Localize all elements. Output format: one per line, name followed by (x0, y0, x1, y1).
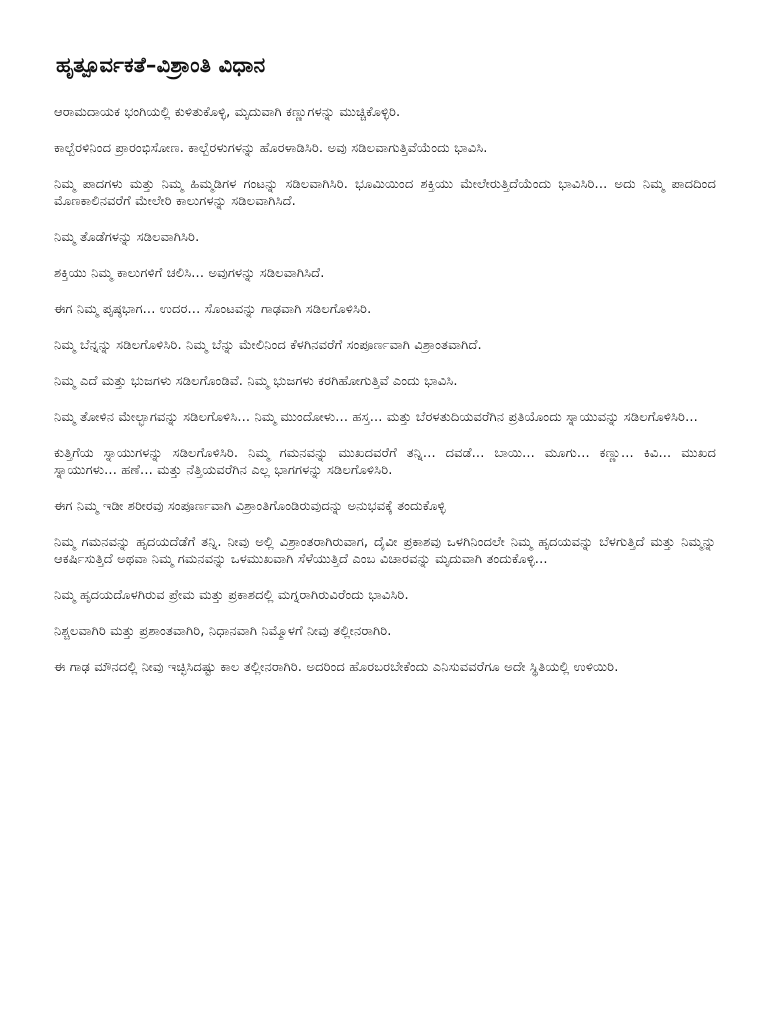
paragraph: ನಿಮ್ಮ ಪಾದಗಳು ಮತ್ತು ನಿಮ್ಮ ಹಿಮ್ಮಡಿಗಳ ಗಂಟನ್ನು ಸಡಿಲವಾಗಿಸಿರಿ. ಭೂಮಿಯಿಂದ ಶಕ್ತಿಯು ಮೇಲೇರುತ್ತಿದೆಯೆಂದು ಭಾವಿಸಿರಿ... ಅದು ನಿಮ್ಮ ಪಾದದಿಂದ ಮೊಣಕಾಲಿನವರೆಗೆ ಮೇಲೇರಿ ಕಾಲುಗಳನ್ನು ಸಡಿಲವಾಗಿಸಿದೆ. (54, 177, 716, 209)
paragraph: ನಿಮ್ಮ ಬೆನ್ನನ್ನು ಸಡಿಲಗೊಳಿಸಿರಿ. ನಿಮ್ಮ ಬೆನ್ನು ಮೇಲಿನಿಂದ ಕೆಳಗಿನವರೆಗೆ ಸಂಪೂರ್ಣವಾಗಿ ವಿಶ್ರಾಂತವಾಗಿದೆ. (54, 338, 482, 353)
paragraph: ಕುತ್ತಿಗೆಯ ಸ್ನಾಯುಗಳನ್ನು ಸಡಿಲಗೊಳಿಸಿರಿ. ನಿಮ್ಮ ಗಮನವನ್ನು ಮುಖದವರೆಗೆ ತನ್ನಿ... ದವಡೆ... ಬಾಯಿ... ಮೂಗು... ಕಣ್ಣು... ಕಿವಿ... ಮುಖದ ಸ್ನಾಯುಗಳು... ಹಣೆ... ಮತ್ತು ನೆತ್ತಿಯವರೆಗಿನ ಎಲ್ಲ ಭಾಗಗಳನ್ನು ಸಡಿಲಗೊಳಿಸಿರಿ. (54, 446, 716, 478)
paragraph: ನಿಶ್ಚಲವಾಗಿರಿ ಮತ್ತು ಪ್ರಶಾಂತವಾಗಿರಿ, ನಿಧಾನವಾಗಿ ನಿಮ್ಮೊಳಗೆ ನೀವು ತಲ್ಲೀನರಾಗಿರಿ. (54, 624, 392, 639)
paragraph: ನಿಮ್ಮ ಎದೆ ಮತ್ತು ಭುಜಗಳು ಸಡಿಲಗೊಂಡಿವೆ. ನಿಮ್ಮ ಭುಜಗಳು ಕರಗಿಹೋಗುತ್ತಿವೆ ಎಂದು ಭಾವಿಸಿ. (54, 374, 458, 389)
paragraph: ಆರಾಮದಾಯಕ ಭಂಗಿಯಲ್ಲಿ ಕುಳಿತುಕೊಳ್ಳಿ, ಮೃದುವಾಗಿ ಕಣ್ಣುಗಳನ್ನು ಮುಚ್ಚಿಕೊಳ್ಳಿರಿ. (54, 105, 401, 120)
paragraph: ಈ ಗಾಢ ಮೌನದಲ್ಲಿ ನೀವು ಇಚ್ಛಿಸಿದಷ್ಟು ಕಾಲ ತಲ್ಲೀನರಾಗಿರಿ. ಅದರಿಂದ ಹೊರಬರಬೇಕೆಂದು ಎನಿಸುವವರೆಗೂ ಅದೇ ಸ್ಥಿತಿಯಲ್ಲಿ ಉಳಿಯಿರಿ. (54, 660, 619, 675)
paragraph: ಈಗ ನಿಮ್ಮ ಇಡೀ ಶರೀರವು ಸಂಪೂರ್ಣವಾಗಿ ವಿಶ್ರಾಂತಿಗೊಂಡಿರುವುದನ್ನು ಅನುಭವಕ್ಕೆ ತಂದುಕೊಳ್ಳಿ (54, 499, 446, 514)
paragraph: ನಿಮ್ಮ ಹೃದಯದೊಳಗಿರುವ ಪ್ರೇಮ ಮತ್ತು ಪ್ರಕಾಶದಲ್ಲಿ ಮಗ್ನರಾಗಿರುವಿರೆಂದು ಭಾವಿಸಿರಿ. (54, 588, 409, 603)
paragraph: ನಿಮ್ಮ ತೋಳಿನ ಮೇಲ್ಭಾಗವನ್ನು ಸಡಿಲಗೊಳಿಸಿ... ನಿಮ್ಮ ಮುಂದೋಳು... ಹಸ್ತ... ಮತ್ತು ಬೆರಳತುದಿಯವರೆಗಿನ ಪ್ರತಿಯೊಂದು ಸ್ನಾಯುವನ್ನು ಸಡಿಲಗೊಳಿಸಿರಿ... (54, 410, 698, 425)
paragraph: ಕಾಲ್ಬೆರಳಿನಿಂದ ಪ್ರಾರಂಭಿಸೋಣ. ಕಾಲ್ಬೆರಳುಗಳನ್ನು ಹೊರಳಾಡಿಸಿರಿ. ಅವು ಸಡಿಲವಾಗುತ್ತಿವೆಯೆಂದು ಭಾವಿಸಿ. (54, 141, 488, 156)
document-body (54, 104, 716, 676)
paragraph: ಶಕ್ತಿಯು ನಿಮ್ಮ ಕಾಲುಗಳಿಗೆ ಚಲಿಸಿ... ಅವುಗಳನ್ನು ಸಡಿಲವಾಗಿಸಿದೆ. (54, 266, 325, 281)
paragraph: ನಿಮ್ಮ ಗಮನವನ್ನು ಹೃದಯದೆಡೆಗೆ ತನ್ನಿ. ನೀವು ಅಲ್ಲಿ ವಿಶ್ರಾಂತರಾಗಿರುವಾಗ, ದೈವೀ ಪ್ರಕಾಶವು ಒಳಗಿನಿಂದಲೇ ನಿಮ್ಮ ಹೃದಯವನ್ನು ಬೆಳಗುತ್ತಿದೆ ಮತ್ತು ನಿಮ್ಮನ್ನು ಆಕರ್ಷಿಸುತ್ತಿದೆ ಅಥವಾ ನಿಮ್ಮ ಗಮನವನ್ನು ಒಳಮುಖವಾಗಿ ಸೆಳೆಯುತ್ತಿದೆ ಎಂಬ ವಿಚಾರವನ್ನು ಮೃದುವಾಗಿ ತಂದುಕೊಳ್ಳಿ... (54, 535, 716, 567)
document-page (54, 48, 716, 695)
paragraph: ನಿಮ್ಮ ತೊಡೆಗಳನ್ನು ಸಡಿಲವಾಗಿಸಿರಿ. (54, 230, 200, 245)
page-title: ಹೃತ್ಪೂರ್ವಕತೆ–ವಿಶ್ರಾಂತಿ ವಿಧಾನ (56, 53, 266, 77)
paragraph: ಈಗ ನಿಮ್ಮ ಪೃಷ್ಠಭಾಗ... ಉದರ... ಸೊಂಟವನ್ನು ಗಾಢವಾಗಿ ಸಡಿಲಗೊಳಿಸಿರಿ. (54, 302, 372, 317)
